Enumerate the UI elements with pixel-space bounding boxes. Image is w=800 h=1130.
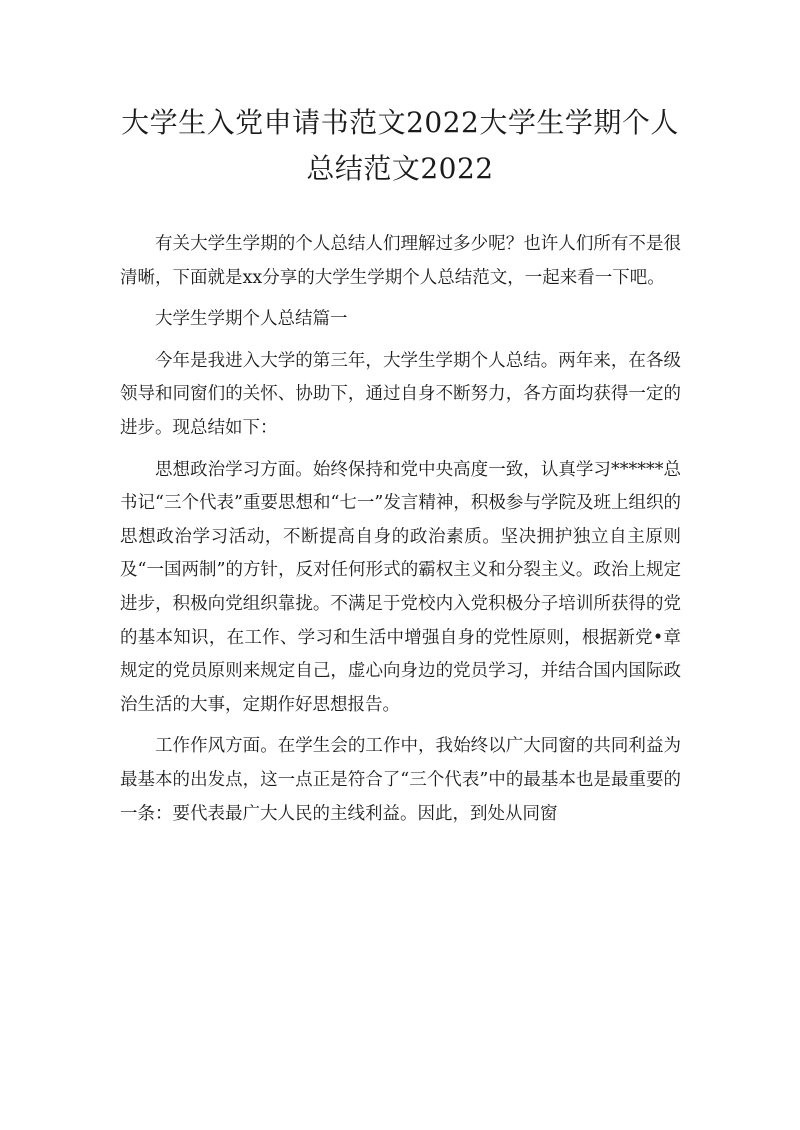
body-paragraph: 工作作风方面。在学生会的工作中，我始终以广大同窗的共同利益为最基本的出发点，这一点正是符合了“三个代表”中的最基本也是最重要的一条：要代表最广大人民的主线利益。因此，到处从同窗 xyxy=(120,736,681,824)
section-heading: 大学生学期个人总结篇一 xyxy=(155,309,348,330)
body-paragraph: 思想政治学习方面。始终保持和党中央高度一致，认真学习******总书记“三个代表”重要思想和“七一”发言精神，积极参与学院及班上组织的思想政治学习活动，不断提高自身的政治素质。坚决拥护独立自主原则及“一国两制”的方针，反对任何形式的霸权主义和分裂主义。政治上规定进步，积极向党组织靠拢。不满足于党校内入党积极分子培训所获得的党的基本知识，在工作、学习和生活中增强自身的党性原则，根据新党•章规定的党员原则来规定自己，虚心向身边的党员学习，并结合国内国际政治生活的大事，定期作好思想报告。 xyxy=(120,459,681,715)
body-paragraph: 今年是我进入大学的第三年，大学生学期个人总结。两年来，在各级领导和同窗们的关怀、协助下，通过自身不断努力，各方面均获得一定的进步。现总结如下： xyxy=(120,350,681,438)
document-body xyxy=(120,228,681,839)
document-title: 大学生入党申请书范文2022大学生学期个人总结范文2022 xyxy=(121,106,679,185)
intro-paragraph: 有关大学生学期的个人总结人们理解过多少呢？也许人们所有不是很清晰，下面就是xx分享的大学生学期个人总结范文，一起来看一下吧。 xyxy=(120,234,681,288)
